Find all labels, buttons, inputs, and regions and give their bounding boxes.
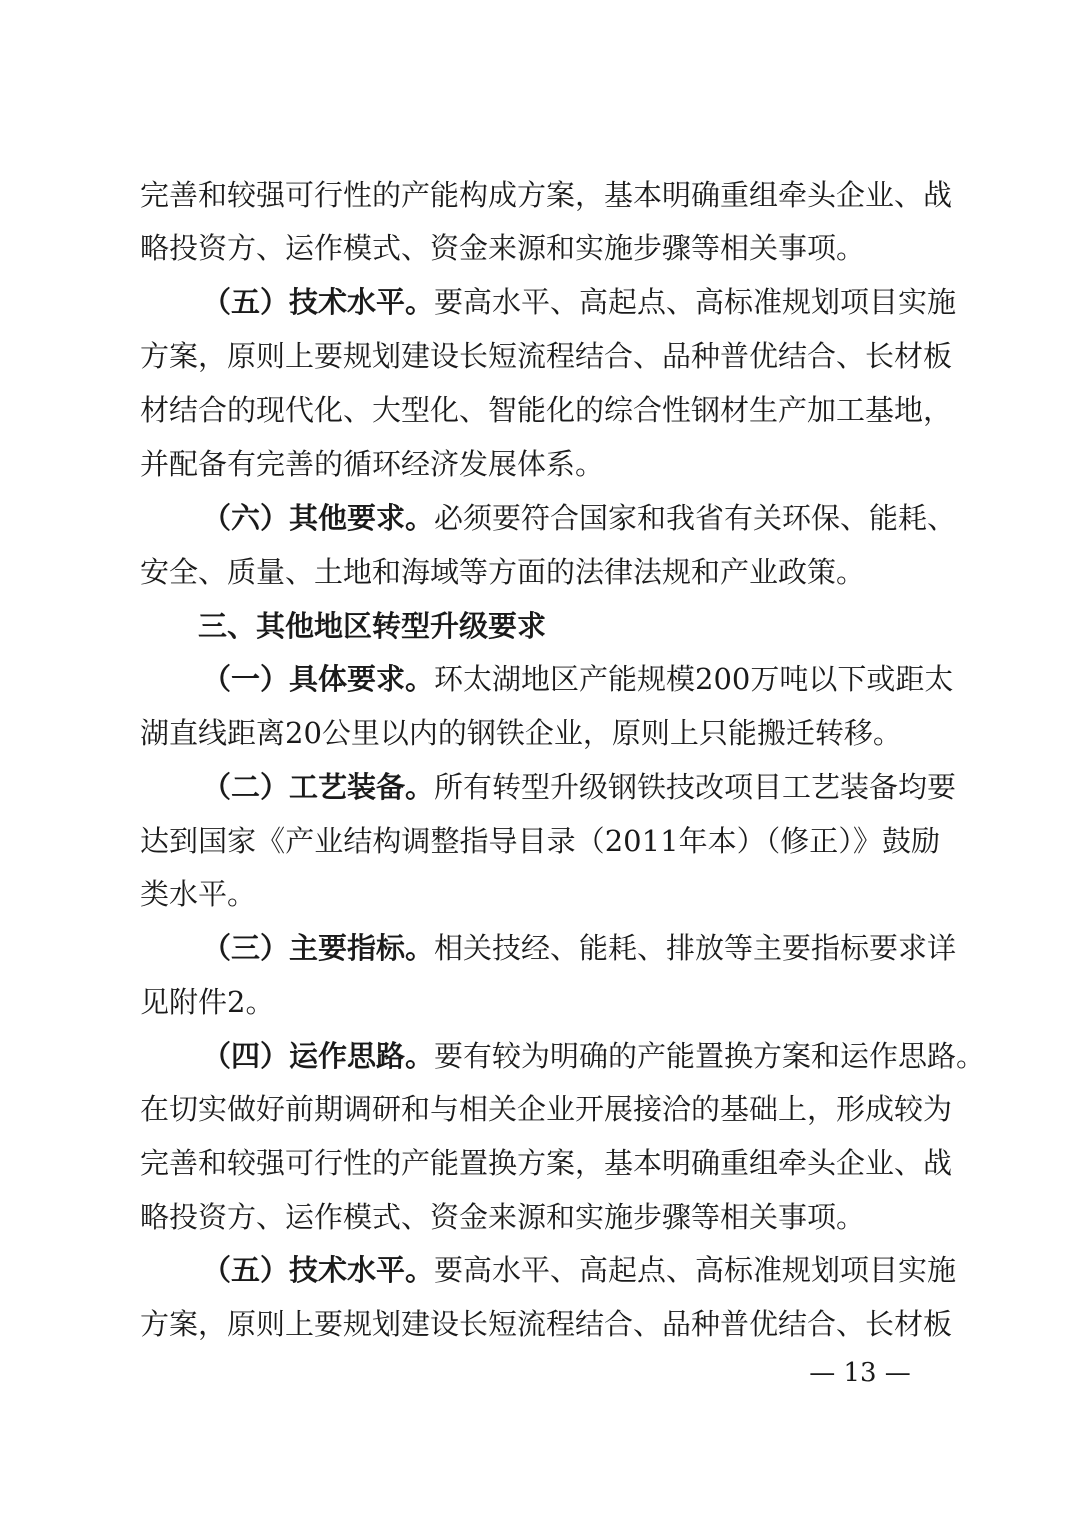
body-line: 略投资方、运作模式、资金来源和实施步骤等相关事项。 bbox=[140, 231, 866, 265]
body-line: 见附件2。 bbox=[140, 985, 275, 1019]
paragraph-lead: （二）工艺装备。 bbox=[202, 770, 435, 804]
body-line: 略投资方、运作模式、资金来源和实施步骤等相关事项。 bbox=[140, 1200, 866, 1234]
body-line: 完善和较强可行性的产能置换方案，基本明确重组牵头企业、战 bbox=[140, 1146, 953, 1180]
body-line: 完善和较强可行性的产能构成方案，基本明确重组牵头企业、战 bbox=[140, 178, 953, 212]
page-number: — 13 — bbox=[809, 1358, 911, 1388]
body-line: 湖直线距离20公里以内的钢铁企业，原则上只能搬迁转移。 bbox=[140, 716, 902, 750]
paragraph-first-line bbox=[202, 921, 957, 975]
body-line: 达到国家《产业结构调整指导目录（2011年本）（修正）》鼓励 bbox=[140, 824, 940, 858]
body-line: 并配备有完善的循环经济发展体系。 bbox=[140, 447, 605, 481]
paragraph-lead: （四）运作思路。 bbox=[202, 1039, 435, 1073]
paragraph-first-line bbox=[202, 1243, 957, 1297]
body-line: 安全、质量、土地和海域等方面的法律法规和产业政策。 bbox=[140, 555, 866, 589]
paragraph-first-line bbox=[202, 275, 957, 329]
paragraph-first-line bbox=[202, 1029, 986, 1083]
paragraph-text: 所有转型升级钢铁技改项目工艺装备均要 bbox=[434, 770, 957, 804]
paragraph-text: 要高水平、高起点、高标准规划项目实施 bbox=[434, 285, 957, 319]
paragraph-text: 相关技经、能耗、排放等主要指标要求详 bbox=[434, 931, 957, 965]
paragraph-first-line bbox=[202, 760, 957, 814]
body-line: 方案，原则上要规划建设长短流程结合、品种普优结合、长材板 bbox=[140, 339, 953, 373]
paragraph-lead: （五）技术水平。 bbox=[202, 285, 435, 319]
paragraph-first-line bbox=[202, 652, 954, 706]
paragraph-first-line bbox=[202, 491, 957, 545]
paragraph-lead: （五）技术水平。 bbox=[202, 1253, 435, 1287]
body-line: 方案，原则上要规划建设长短流程结合、品种普优结合、长材板 bbox=[140, 1307, 953, 1341]
body-line: 类水平。 bbox=[140, 877, 257, 911]
paragraph-lead: （三）主要指标。 bbox=[202, 931, 435, 965]
paragraph-text: 要有较为明确的产能置换方案和运作思路。 bbox=[434, 1039, 986, 1073]
section-heading: 三、其他地区转型升级要求 bbox=[198, 609, 547, 643]
paragraph-lead: （一）具体要求。 bbox=[202, 662, 435, 696]
paragraph-text: 要高水平、高起点、高标准规划项目实施 bbox=[434, 1253, 957, 1287]
paragraph-text: 环太湖地区产能规模200万吨以下或距太 bbox=[434, 662, 954, 696]
body-line: 在切实做好前期调研和与相关企业开展接洽的基础上，形成较为 bbox=[140, 1092, 953, 1126]
paragraph-lead: （六）其他要求。 bbox=[202, 501, 435, 535]
paragraph-text: 必须要符合国家和我省有关环保、能耗、 bbox=[434, 501, 957, 535]
body-line: 材结合的现代化、大型化、智能化的综合性钢材生产加工基地， bbox=[140, 393, 953, 427]
